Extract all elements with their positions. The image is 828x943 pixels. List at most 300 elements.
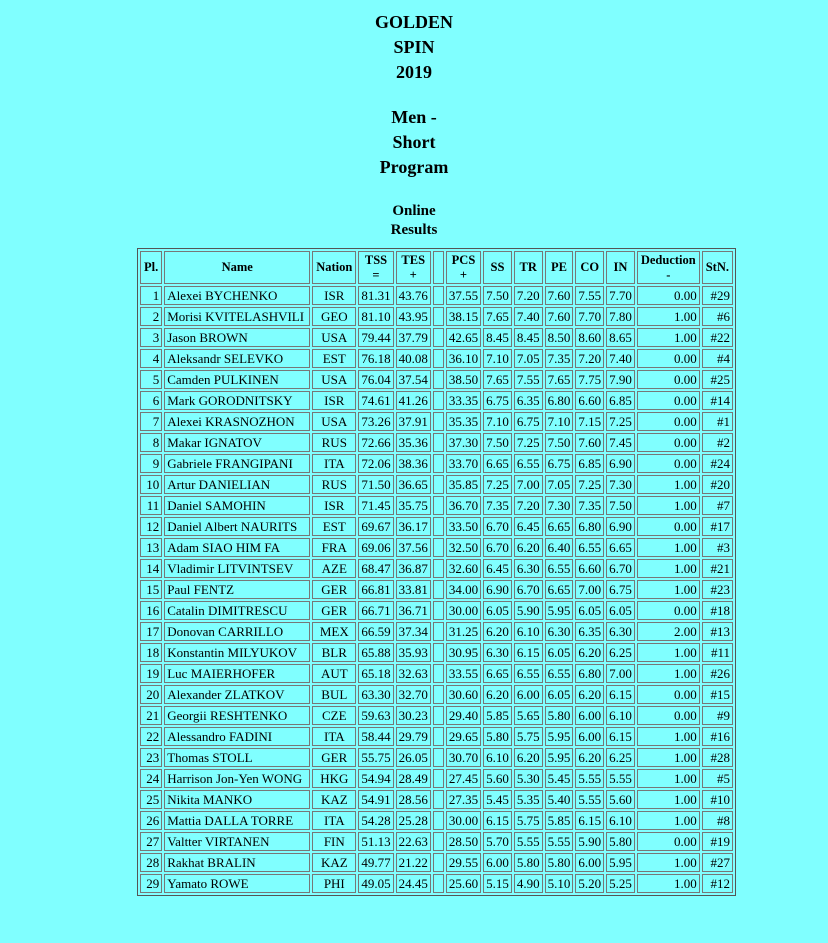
cell-ss: 7.65	[483, 307, 512, 326]
cell-tss: 54.94	[358, 769, 393, 788]
cell-place: 16	[140, 601, 162, 620]
table-row	[140, 643, 733, 662]
cell-tr: 6.20	[514, 538, 543, 557]
cell-tr: 8.45	[514, 328, 543, 347]
cell-start-number: #12	[702, 874, 733, 893]
cell-gap	[433, 748, 444, 767]
cell-in: 6.15	[606, 727, 635, 746]
competition-title-line: SPIN	[393, 37, 435, 57]
cell-start-number: #7	[702, 496, 733, 515]
cell-place: 4	[140, 349, 162, 368]
cell-tss: 71.50	[358, 475, 393, 494]
cell-name: Luc MAIERHOFER	[164, 664, 310, 683]
cell-pe: 7.65	[545, 370, 574, 389]
cell-place: 22	[140, 727, 162, 746]
col-header-tss	[358, 251, 393, 284]
cell-gap	[433, 622, 444, 641]
cell-gap	[433, 475, 444, 494]
cell-co: 6.00	[575, 706, 604, 725]
cell-co: 5.55	[575, 790, 604, 809]
cell-nation: ITA	[312, 454, 356, 473]
cell-pcs: 32.60	[446, 559, 481, 578]
cell-tss: 58.44	[358, 727, 393, 746]
col-header-name: Name	[164, 251, 310, 284]
cell-co: 6.15	[575, 811, 604, 830]
col-header-pcs	[446, 251, 481, 284]
cell-pcs: 31.25	[446, 622, 481, 641]
cell-in: 7.00	[606, 664, 635, 683]
cell-gap	[433, 391, 444, 410]
cell-deduction: 0.00	[637, 433, 700, 452]
cell-place: 14	[140, 559, 162, 578]
cell-pe: 6.40	[545, 538, 574, 557]
cell-name: Paul FENTZ	[164, 580, 310, 599]
cell-pcs: 29.40	[446, 706, 481, 725]
col-header-tes-label: TES	[401, 252, 426, 267]
cell-nation: BUL	[312, 685, 356, 704]
cell-deduction: 1.00	[637, 748, 700, 767]
cell-place: 21	[140, 706, 162, 725]
table-row	[140, 433, 733, 452]
cell-pcs: 30.60	[446, 685, 481, 704]
cell-pe: 5.80	[545, 706, 574, 725]
cell-ss: 6.65	[483, 664, 512, 683]
cell-name: Catalin DIMITRESCU	[164, 601, 310, 620]
col-header-pe: PE	[545, 251, 574, 284]
cell-gap	[433, 832, 444, 851]
cell-co: 7.35	[575, 496, 604, 515]
cell-tr: 7.40	[514, 307, 543, 326]
cell-tes: 26.05	[396, 748, 431, 767]
cell-ss: 6.20	[483, 685, 512, 704]
results-table	[137, 248, 736, 896]
table-row	[140, 559, 733, 578]
cell-start-number: #4	[702, 349, 733, 368]
cell-tes: 24.45	[396, 874, 431, 893]
cell-gap	[433, 769, 444, 788]
cell-ss: 5.15	[483, 874, 512, 893]
cell-in: 6.90	[606, 517, 635, 536]
cell-place: 11	[140, 496, 162, 515]
results-table-body	[140, 286, 733, 893]
cell-co: 6.85	[575, 454, 604, 473]
cell-pe: 5.95	[545, 601, 574, 620]
cell-co: 5.90	[575, 832, 604, 851]
cell-tes: 35.93	[396, 643, 431, 662]
col-header-pcs-op: +	[459, 267, 468, 282]
cell-tss: 81.31	[358, 286, 393, 305]
cell-co: 7.60	[575, 433, 604, 452]
cell-tss: 69.06	[358, 538, 393, 557]
cell-name: Alexei KRASNOZHON	[164, 412, 310, 431]
cell-pcs: 30.95	[446, 643, 481, 662]
cell-co: 6.20	[575, 643, 604, 662]
cell-ss: 7.50	[483, 286, 512, 305]
cell-nation: USA	[312, 328, 356, 347]
cell-nation: FIN	[312, 832, 356, 851]
cell-co: 5.20	[575, 874, 604, 893]
cell-in: 6.65	[606, 538, 635, 557]
cell-pe: 5.40	[545, 790, 574, 809]
cell-nation: HKG	[312, 769, 356, 788]
cell-tss: 76.04	[358, 370, 393, 389]
cell-place: 26	[140, 811, 162, 830]
col-header-deduction-op: -	[666, 267, 671, 282]
table-row	[140, 601, 733, 620]
cell-pcs: 33.55	[446, 664, 481, 683]
cell-nation: USA	[312, 370, 356, 389]
cell-in: 6.85	[606, 391, 635, 410]
cell-deduction: 1.00	[637, 496, 700, 515]
table-row	[140, 328, 733, 347]
cell-nation: KAZ	[312, 853, 356, 872]
cell-nation: MEX	[312, 622, 356, 641]
cell-deduction: 0.00	[637, 286, 700, 305]
cell-gap	[433, 664, 444, 683]
col-header-tr: TR	[514, 251, 543, 284]
cell-place: 13	[140, 538, 162, 557]
cell-tes: 22.63	[396, 832, 431, 851]
cell-tes: 29.79	[396, 727, 431, 746]
table-header-row	[140, 251, 733, 284]
event-title-line: Short	[392, 132, 436, 152]
cell-nation: EST	[312, 349, 356, 368]
cell-tr: 5.75	[514, 727, 543, 746]
cell-place: 28	[140, 853, 162, 872]
results-subtitle	[0, 202, 828, 240]
cell-deduction: 1.00	[637, 811, 700, 830]
cell-start-number: #14	[702, 391, 733, 410]
cell-co: 6.80	[575, 664, 604, 683]
cell-pe: 7.30	[545, 496, 574, 515]
cell-pe: 6.05	[545, 685, 574, 704]
cell-tss: 54.28	[358, 811, 393, 830]
cell-deduction: 0.00	[637, 412, 700, 431]
cell-start-number: #26	[702, 664, 733, 683]
cell-pcs: 32.50	[446, 538, 481, 557]
cell-tr: 5.75	[514, 811, 543, 830]
cell-start-number: #2	[702, 433, 733, 452]
table-row	[140, 307, 733, 326]
cell-in: 7.25	[606, 412, 635, 431]
cell-deduction: 1.00	[637, 790, 700, 809]
cell-deduction: 1.00	[637, 559, 700, 578]
event-title-line: Program	[379, 157, 449, 177]
cell-deduction: 1.00	[637, 664, 700, 683]
cell-nation: BLR	[312, 643, 356, 662]
cell-co: 7.75	[575, 370, 604, 389]
cell-place: 9	[140, 454, 162, 473]
cell-place: 10	[140, 475, 162, 494]
cell-nation: ITA	[312, 727, 356, 746]
results-subtitle-line: Online	[392, 203, 436, 219]
cell-name: Daniel SAMOHIN	[164, 496, 310, 515]
cell-tr: 6.55	[514, 454, 543, 473]
cell-co: 7.15	[575, 412, 604, 431]
table-row	[140, 664, 733, 683]
cell-pe: 5.80	[545, 853, 574, 872]
cell-tes: 40.08	[396, 349, 431, 368]
table-row	[140, 811, 733, 830]
cell-co: 7.70	[575, 307, 604, 326]
cell-name: Daniel Albert NAURITS	[164, 517, 310, 536]
cell-place: 19	[140, 664, 162, 683]
cell-gap	[433, 286, 444, 305]
cell-ss: 7.10	[483, 412, 512, 431]
cell-start-number: #24	[702, 454, 733, 473]
table-row	[140, 412, 733, 431]
cell-in: 6.90	[606, 454, 635, 473]
col-header-tes-op: +	[409, 267, 417, 282]
cell-place: 27	[140, 832, 162, 851]
cell-pe: 6.55	[545, 559, 574, 578]
cell-nation: ISR	[312, 391, 356, 410]
cell-deduction: 1.00	[637, 643, 700, 662]
cell-start-number: #13	[702, 622, 733, 641]
cell-deduction: 1.00	[637, 769, 700, 788]
cell-deduction: 0.00	[637, 349, 700, 368]
cell-tss: 81.10	[358, 307, 393, 326]
cell-name: Alexander ZLATKOV	[164, 685, 310, 704]
cell-gap	[433, 811, 444, 830]
cell-tes: 36.65	[396, 475, 431, 494]
cell-tes: 36.71	[396, 601, 431, 620]
cell-nation: CZE	[312, 706, 356, 725]
cell-in: 6.15	[606, 685, 635, 704]
cell-tr: 6.10	[514, 622, 543, 641]
cell-tr: 6.15	[514, 643, 543, 662]
cell-tr: 6.30	[514, 559, 543, 578]
cell-pe: 6.65	[545, 517, 574, 536]
cell-ss: 6.65	[483, 454, 512, 473]
cell-name: Harrison Jon-Yen WONG	[164, 769, 310, 788]
cell-start-number: #9	[702, 706, 733, 725]
cell-pcs: 29.65	[446, 727, 481, 746]
cell-in: 7.80	[606, 307, 635, 326]
cell-tr: 7.20	[514, 286, 543, 305]
cell-tss: 59.63	[358, 706, 393, 725]
col-header-tes	[396, 251, 431, 284]
cell-co: 6.55	[575, 538, 604, 557]
cell-co: 6.00	[575, 727, 604, 746]
cell-tes: 37.34	[396, 622, 431, 641]
cell-nation: GER	[312, 601, 356, 620]
col-header-ss: SS	[483, 251, 512, 284]
cell-gap	[433, 538, 444, 557]
cell-pcs: 30.00	[446, 811, 481, 830]
cell-ss: 5.80	[483, 727, 512, 746]
cell-tss: 66.71	[358, 601, 393, 620]
cell-tr: 7.20	[514, 496, 543, 515]
cell-pe: 5.85	[545, 811, 574, 830]
cell-pe: 7.60	[545, 307, 574, 326]
cell-tes: 35.75	[396, 496, 431, 515]
cell-name: Konstantin MILYUKOV	[164, 643, 310, 662]
cell-tss: 51.13	[358, 832, 393, 851]
cell-start-number: #18	[702, 601, 733, 620]
cell-deduction: 0.00	[637, 685, 700, 704]
cell-gap	[433, 727, 444, 746]
competition-title-line: GOLDEN	[374, 12, 453, 32]
cell-pcs: 34.00	[446, 580, 481, 599]
table-row	[140, 517, 733, 536]
cell-tss: 65.88	[358, 643, 393, 662]
cell-deduction: 0.00	[637, 454, 700, 473]
cell-ss: 6.00	[483, 853, 512, 872]
cell-start-number: #16	[702, 727, 733, 746]
cell-nation: ISR	[312, 496, 356, 515]
cell-tss: 49.05	[358, 874, 393, 893]
cell-nation: ISR	[312, 286, 356, 305]
cell-name: Makar IGNATOV	[164, 433, 310, 452]
cell-ss: 7.50	[483, 433, 512, 452]
cell-pcs: 42.65	[446, 328, 481, 347]
cell-in: 5.25	[606, 874, 635, 893]
cell-pcs: 38.15	[446, 307, 481, 326]
cell-ss: 8.45	[483, 328, 512, 347]
cell-co: 6.35	[575, 622, 604, 641]
cell-gap	[433, 853, 444, 872]
cell-tr: 5.80	[514, 853, 543, 872]
cell-tes: 32.70	[396, 685, 431, 704]
cell-pcs: 30.70	[446, 748, 481, 767]
cell-ss: 6.75	[483, 391, 512, 410]
cell-deduction: 1.00	[637, 853, 700, 872]
cell-tr: 5.30	[514, 769, 543, 788]
cell-start-number: #10	[702, 790, 733, 809]
cell-name: Donovan CARRILLO	[164, 622, 310, 641]
table-row	[140, 496, 733, 515]
cell-pe: 6.30	[545, 622, 574, 641]
cell-in: 6.10	[606, 706, 635, 725]
cell-gap	[433, 517, 444, 536]
table-row	[140, 454, 733, 473]
cell-gap	[433, 412, 444, 431]
cell-co: 6.20	[575, 685, 604, 704]
cell-start-number: #17	[702, 517, 733, 536]
event-title-line: Men -	[391, 107, 437, 127]
cell-gap	[433, 349, 444, 368]
cell-tss: 49.77	[358, 853, 393, 872]
table-row	[140, 874, 733, 893]
cell-start-number: #1	[702, 412, 733, 431]
cell-in: 5.95	[606, 853, 635, 872]
col-header-start-number: StN.	[702, 251, 733, 284]
cell-ss: 6.15	[483, 811, 512, 830]
cell-in: 7.30	[606, 475, 635, 494]
cell-place: 29	[140, 874, 162, 893]
cell-place: 8	[140, 433, 162, 452]
cell-start-number: #11	[702, 643, 733, 662]
cell-place: 2	[140, 307, 162, 326]
cell-ss: 7.65	[483, 370, 512, 389]
cell-nation: FRA	[312, 538, 356, 557]
cell-in: 6.70	[606, 559, 635, 578]
cell-in: 5.80	[606, 832, 635, 851]
cell-tss: 54.91	[358, 790, 393, 809]
cell-tss: 74.61	[358, 391, 393, 410]
col-header-gap	[433, 251, 444, 284]
table-row	[140, 286, 733, 305]
cell-tss: 66.59	[358, 622, 393, 641]
cell-place: 15	[140, 580, 162, 599]
event-title	[0, 105, 828, 180]
cell-gap	[433, 433, 444, 452]
cell-start-number: #3	[702, 538, 733, 557]
cell-tss: 65.18	[358, 664, 393, 683]
cell-tes: 21.22	[396, 853, 431, 872]
cell-nation: GER	[312, 748, 356, 767]
cell-ss: 6.70	[483, 517, 512, 536]
cell-gap	[433, 643, 444, 662]
cell-ss: 5.60	[483, 769, 512, 788]
cell-gap	[433, 874, 444, 893]
cell-co: 6.20	[575, 748, 604, 767]
cell-start-number: #28	[702, 748, 733, 767]
cell-nation: PHI	[312, 874, 356, 893]
cell-deduction: 0.00	[637, 601, 700, 620]
cell-tr: 6.75	[514, 412, 543, 431]
cell-tss: 72.66	[358, 433, 393, 452]
cell-place: 5	[140, 370, 162, 389]
cell-tr: 7.05	[514, 349, 543, 368]
cell-nation: USA	[312, 412, 356, 431]
cell-tes: 43.76	[396, 286, 431, 305]
cell-start-number: #21	[702, 559, 733, 578]
cell-gap	[433, 496, 444, 515]
cell-ss: 7.35	[483, 496, 512, 515]
cell-tes: 37.79	[396, 328, 431, 347]
cell-tss: 68.47	[358, 559, 393, 578]
cell-tes: 25.28	[396, 811, 431, 830]
cell-co: 7.20	[575, 349, 604, 368]
cell-gap	[433, 790, 444, 809]
cell-tr: 7.00	[514, 475, 543, 494]
cell-co: 7.25	[575, 475, 604, 494]
cell-tss: 79.44	[358, 328, 393, 347]
cell-deduction: 1.00	[637, 580, 700, 599]
cell-name: Alessandro FADINI	[164, 727, 310, 746]
cell-tr: 5.35	[514, 790, 543, 809]
cell-nation: RUS	[312, 475, 356, 494]
cell-co: 6.60	[575, 559, 604, 578]
cell-pe: 7.50	[545, 433, 574, 452]
cell-pcs: 30.00	[446, 601, 481, 620]
cell-tes: 36.87	[396, 559, 431, 578]
cell-nation: KAZ	[312, 790, 356, 809]
cell-tes: 37.56	[396, 538, 431, 557]
cell-pcs: 29.55	[446, 853, 481, 872]
cell-place: 20	[140, 685, 162, 704]
cell-nation: AZE	[312, 559, 356, 578]
cell-name: Mark GORODNITSKY	[164, 391, 310, 410]
cell-name: Aleksandr SELEVKO	[164, 349, 310, 368]
cell-tes: 41.26	[396, 391, 431, 410]
cell-ss: 6.90	[483, 580, 512, 599]
cell-pe: 7.35	[545, 349, 574, 368]
cell-place: 25	[140, 790, 162, 809]
cell-start-number: #5	[702, 769, 733, 788]
table-row	[140, 349, 733, 368]
competition-title-line: 2019	[396, 62, 432, 82]
cell-in: 5.55	[606, 769, 635, 788]
cell-nation: EST	[312, 517, 356, 536]
table-row	[140, 580, 733, 599]
col-header-deduction	[637, 251, 700, 284]
cell-in: 8.65	[606, 328, 635, 347]
cell-tr: 6.20	[514, 748, 543, 767]
cell-deduction: 0.00	[637, 370, 700, 389]
